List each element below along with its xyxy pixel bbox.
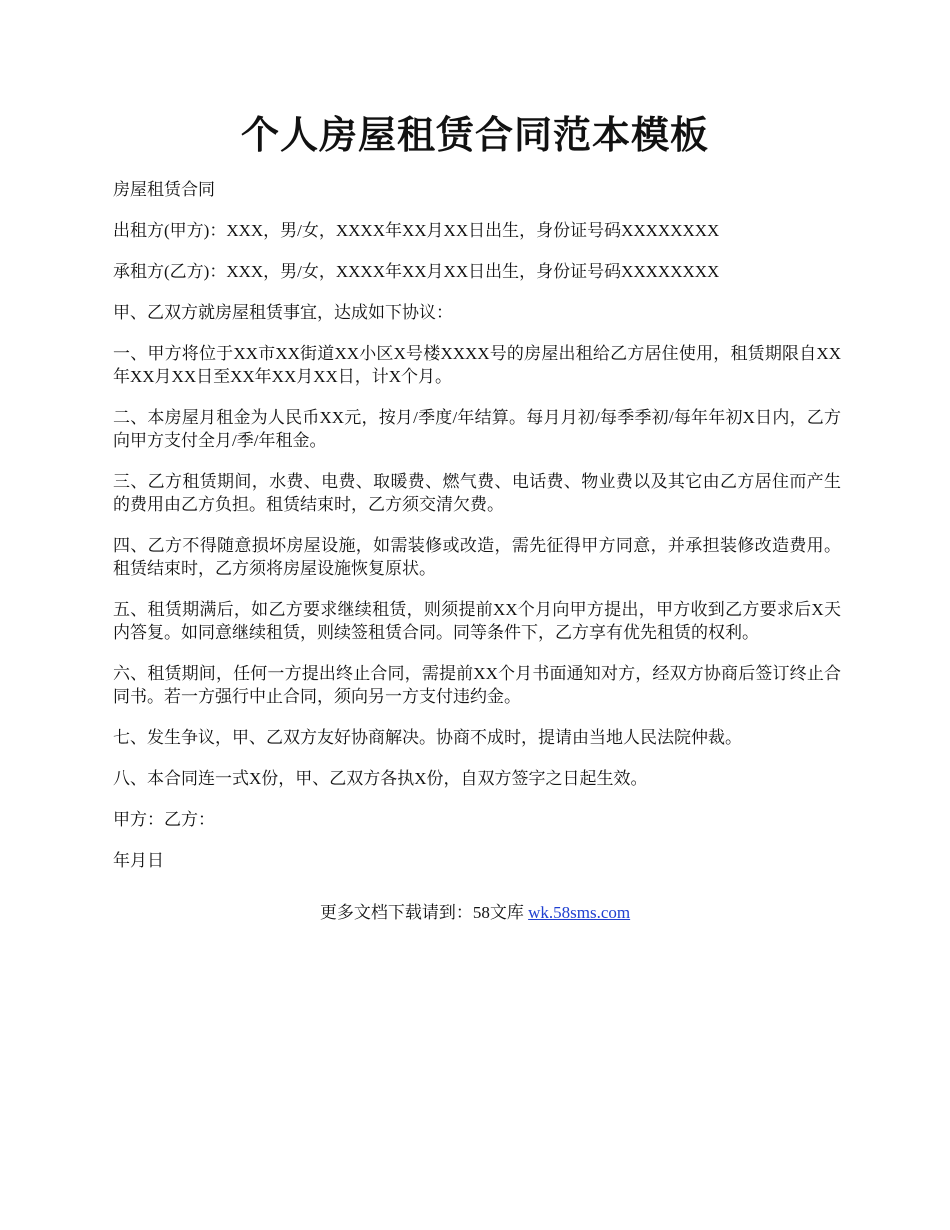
clause-4: 四、乙方不得随意损坏房屋设施，如需装修或改造，需先征得甲方同意，并承担装修改造费用。租赁结束时，乙方须将房屋设施恢复原状。 [113,536,841,578]
clause-6: 六、租赁期间，任何一方提出终止合同，需提前XX个月书面通知对方，经双方协商后签订终止合同书。若一方强行中止合同，须向另一方支付违约金。 [113,664,841,706]
footer-prefix: 更多文档下载请到：58文库 [319,903,529,922]
clause-8: 八、本合同连一式X份，甲、乙双方各执X份，自双方签字之日起生效。 [113,769,648,788]
paragraph-lessor: 出租方(甲方)：XXX，男/女，XXXX年XX月XX日出生，身份证号码XXXXXXXX [113,221,720,240]
footer-link[interactable]: wk.58sms.com [528,903,631,922]
date-line: 年月日 [113,851,164,870]
clause-5: 五、租赁期满后，如乙方要求继续租赁，则须提前XX个月向甲方提出，甲方收到乙方要求后X天内答复。如同意继续租赁，则续签租赁合同。同等条件下，乙方享有优先租赁的权利。 [113,600,841,642]
clause-3: 三、乙方租赁期间，水费、电费、取暖费、燃气费、电话费、物业费以及其它由乙方居住而产生的费用由乙方负担。租赁结束时，乙方须交清欠费。 [113,472,841,514]
clause-2: 二、本房屋月租金为人民币XX元，按月/季度/年结算。每月月初/每季季初/每年年初X日内，乙方向甲方支付全月/季/年租金。 [113,408,841,450]
clause-7: 七、发生争议，甲、乙双方友好协商解决。协商不成时，提请由当地人民法院仲裁。 [113,728,742,747]
paragraph-lessee: 承租方(乙方)：XXX，男/女，XXXX年XX月XX日出生，身份证号码XXXXXXXX [113,262,720,281]
paragraph-heading: 房屋租赁合同 [113,180,215,199]
signature-line: 甲方：乙方： [113,810,215,829]
clause-1: 一、甲方将位于XX市XX街道XX小区X号楼XXXX号的房屋出租给乙方居住使用，租赁期限自XX年XX月XX日至XX年XX月XX日，计X个月。 [113,344,841,386]
document-title: 个人房屋租赁合同范本模板 [240,115,709,157]
document-body [113,178,841,890]
paragraph-agreement-intro: 甲、乙双方就房屋租赁事宜，达成如下协议： [113,303,453,322]
footer-download-note [0,901,950,924]
